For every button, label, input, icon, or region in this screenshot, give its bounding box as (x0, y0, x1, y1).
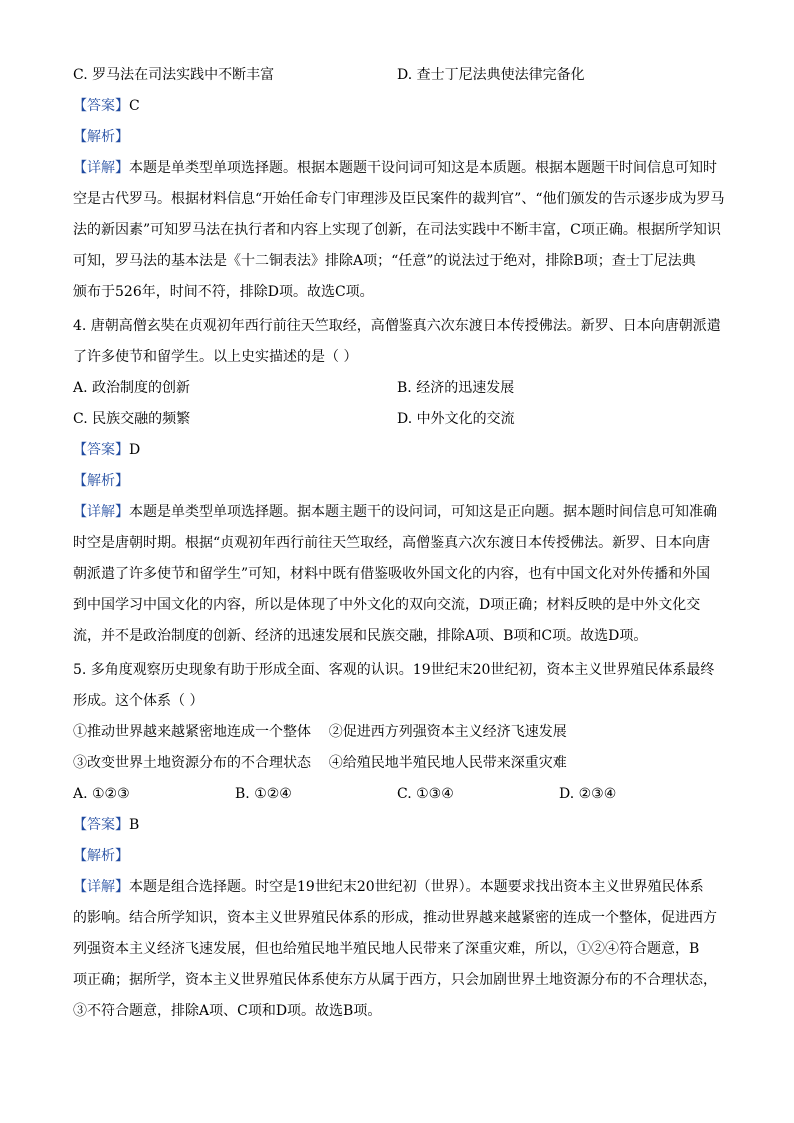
q5-option-d: D. ②③④ (559, 786, 617, 802)
q5-options-row (73, 779, 734, 810)
q4-analysis-tag: 【解析】 (73, 473, 129, 489)
q4-detail-line-3: 朝派遣了许多使节和留学生”可知，材料中既有借鉴吸收外国文化的内容，也有中国文化对外传播和外国 (73, 566, 711, 582)
detail-tag: 【详解】 (73, 160, 129, 176)
q4-stem-line-1: 4. 唐朝高僧玄奘在贞观初年西行前往天竺取经，高僧鉴真六次东渡日本传授佛法。新罗、日本向唐朝派遣 (73, 318, 721, 334)
q3-detail-line-2: 空是古代罗马。根据材料信息“开始任命专门审理涉及臣民案件的裁判官”、“他们颁发的告示逐步成为罗马 (73, 191, 725, 207)
q3-detail-line-4: 可知，罗马法的基本法是《十二铜表法》排除A项；“任意”的说法过于绝对，排除B项；查士丁尼法典 (73, 253, 696, 269)
question-5-section (73, 655, 734, 1027)
detail-text: 本题是单类型单项选择题。据本题主题干的设问词，可知这是正向题。据本题时间信息可知准确 (129, 504, 717, 520)
q4-answer (73, 435, 734, 466)
q3-detail-line-5: 颁布于526年，时间不符，排除D项。故选C项。 (73, 284, 374, 300)
q4-detail-line-4: 到中国学习中国文化的内容，所以是体现了中外文化的双向交流，D项正确；材料反映的是中外文化交 (73, 597, 701, 613)
q4-detail-line-5: 流，并不是政治制度的创新、经济的迅速发展和民族交融，排除A项、B项和C项。故选D项。 (73, 628, 648, 644)
question-4-section (73, 311, 734, 652)
q4-option-c: C. 民族交融的频繁 (73, 411, 191, 427)
q4-option-d: D. 中外文化的交流 (397, 411, 515, 427)
q5-option-c: C. ①③④ (397, 786, 454, 802)
q5-detail-line-3: 列强资本主义经济飞速发展，但也给殖民地半殖民地人民带来了深重灾难，所以，①②④符合题意，B (73, 941, 700, 957)
q3-option-d: D. 查士丁尼法典使法律完备化 (397, 67, 585, 83)
q3-answer (73, 91, 734, 122)
q5-option-b: B. ①②④ (235, 786, 292, 802)
q5-answer (73, 810, 734, 841)
q4-detail-line-1 (73, 497, 734, 528)
q3-option-c: C. 罗马法在司法实践中不断丰富 (73, 67, 275, 83)
q4-option-a: A. 政治制度的创新 (73, 380, 191, 396)
q5-detail-line-5: ③不符合题意，排除A项、C项和D项。故选B项。 (73, 1003, 382, 1019)
q5-detail-line-4: 项正确；据所学，资本主义世界殖民体系使东方从属于西方，只会加剧世界土地资源分布的不合理状态， (73, 972, 717, 988)
q4-stem-line-2: 了许多使节和留学生。以上史实描述的是（ ） (73, 349, 358, 365)
q5-stem-line-1: 5. 多角度观察历史现象有助于形成全面、客观的认识。19世纪末20世纪初，资本主义世界殖民体系最终 (73, 662, 715, 678)
answer-value: B (129, 817, 140, 833)
detail-tag: 【详解】 (73, 504, 129, 520)
detail-text: 本题是组合选择题。时空是19世纪末20世纪初（世界）。本题要求找出资本主义世界殖民体系 (129, 879, 704, 895)
answer-tag: 【答案】 (73, 817, 129, 833)
q5-stem-line-2: 形成。这个体系（ ） (73, 693, 204, 709)
q4-detail-line-2: 时空是唐朝时期。根据“贞观初年西行前往天竺取经，高僧鉴真六次东渡日本传授佛法。新罗、日本向唐 (73, 535, 711, 551)
answer-value: C (129, 98, 140, 114)
q5-detail-line-1 (73, 872, 734, 903)
q5-detail-line-2: 的影响。结合所学知识，资本主义世界殖民体系的形成，推动世界越来越紧密的连成一个整体，促进西方 (73, 910, 717, 926)
q4-option-b: B. 经济的迅速发展 (397, 380, 515, 396)
q3-analysis-tag: 【解析】 (73, 129, 129, 145)
q5-items-line-2: ③改变世界土地资源分布的不合理状态 ④给殖民地半殖民地人民带来深重灾难 (73, 755, 567, 771)
q4-options-row-cd (73, 404, 734, 435)
q3-options-row-cd (73, 60, 734, 91)
q5-analysis-tag: 【解析】 (73, 848, 129, 864)
detail-text: 本题是单类型单项选择题。根据本题题干设问词可知这是本质题。根据本题题干时间信息可知时 (129, 160, 717, 176)
q4-options-row-ab (73, 373, 734, 404)
q3-detail-line-1 (73, 153, 734, 184)
answer-tag: 【答案】 (73, 442, 129, 458)
question-3-section (73, 60, 734, 308)
q5-option-a: A. ①②③ (73, 786, 130, 802)
q5-items-line-1: ①推动世界越来越紧密地连成一个整体 ②促进西方列强资本主义经济飞速发展 (73, 724, 567, 740)
detail-tag: 【详解】 (73, 879, 129, 895)
answer-tag: 【答案】 (73, 98, 129, 114)
answer-value: D (129, 442, 141, 458)
q3-detail-line-3: 法的新因素”可知罗马法在执行者和内容上实现了创新，在司法实践中不断丰富，C项正确。根据所学知识 (73, 222, 721, 238)
